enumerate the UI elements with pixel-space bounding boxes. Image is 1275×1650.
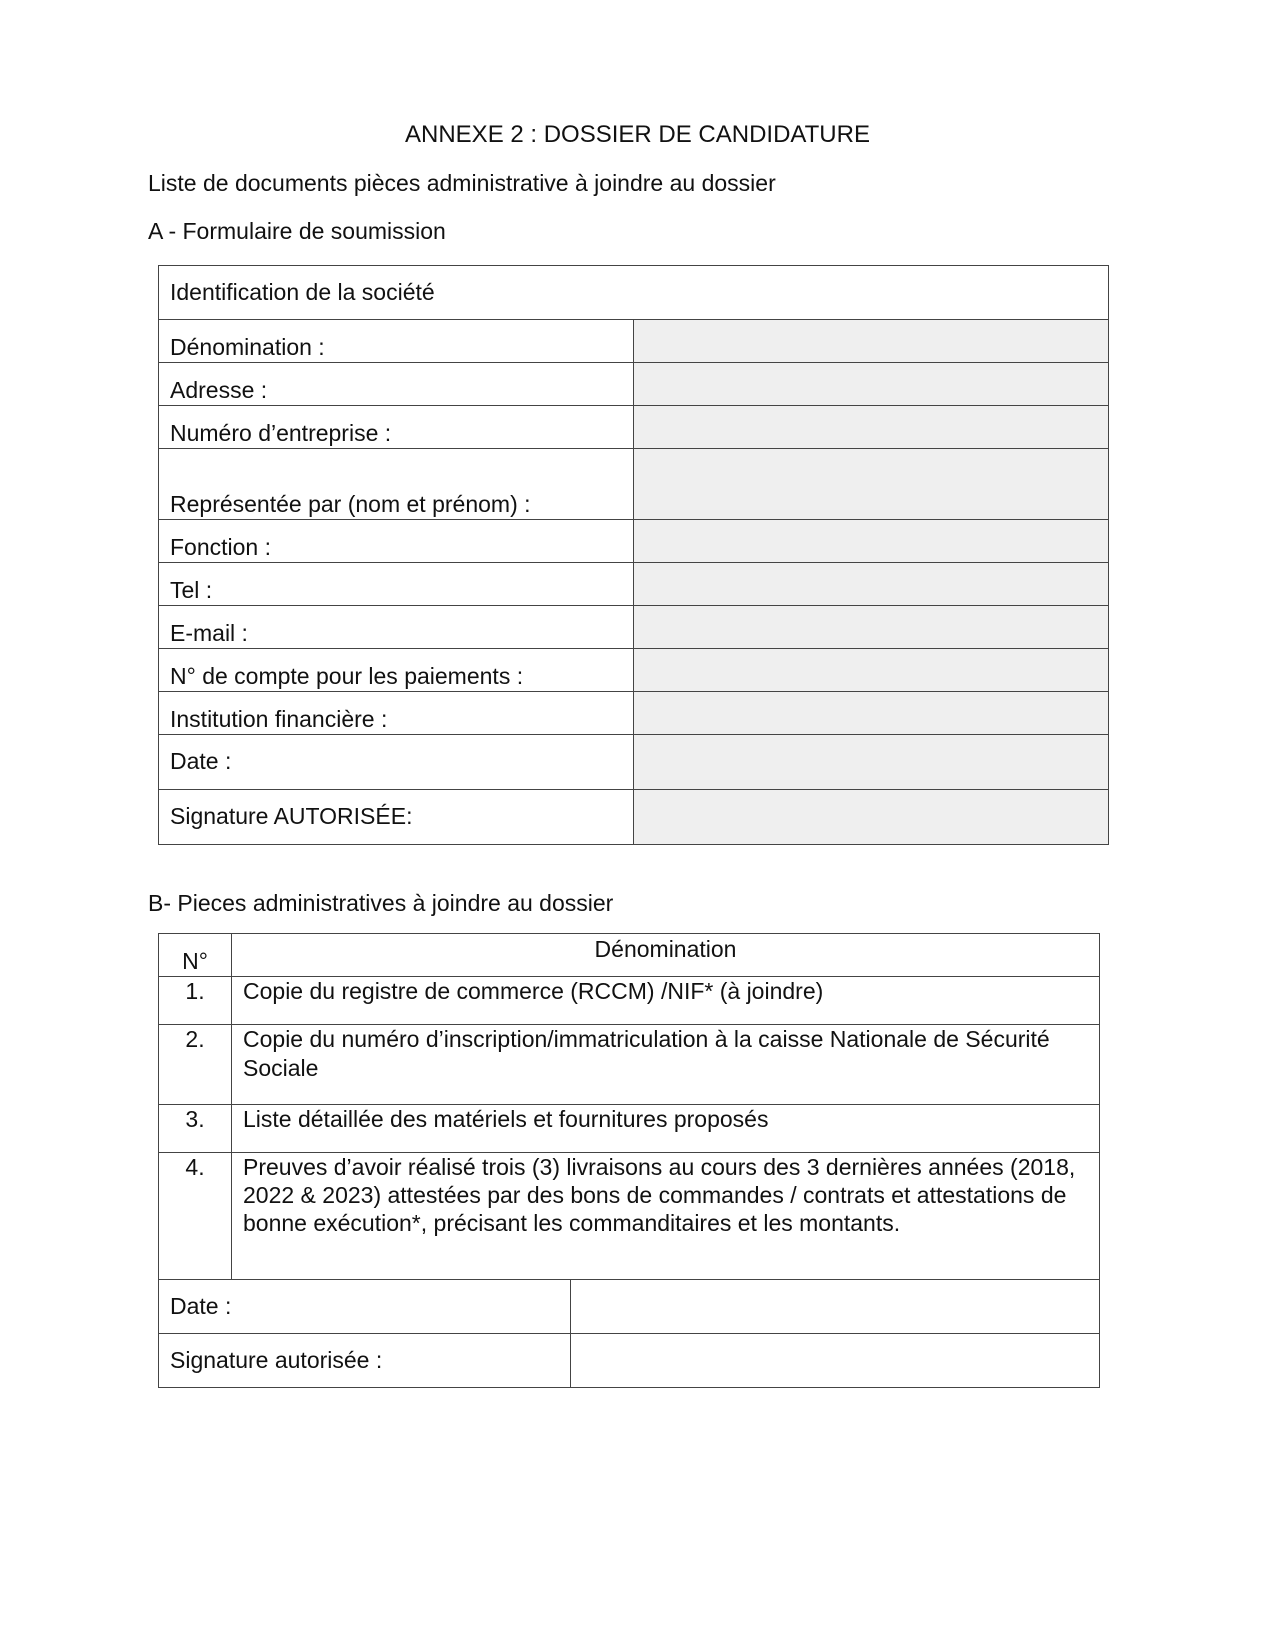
- signature-field[interactable]: [571, 1334, 1100, 1388]
- item-number: 2.: [159, 1025, 232, 1105]
- form-label-date: Date :: [159, 735, 634, 790]
- date-field[interactable]: [634, 735, 1109, 790]
- form-label-company-number: Numéro d’entreprise :: [159, 406, 634, 449]
- section-b-heading: B- Pieces administratives à joindre au dossier: [148, 890, 614, 916]
- intro-text: Liste de documents pièces administrative à joindre au dossier: [148, 170, 776, 196]
- submission-form-table: [158, 265, 1109, 845]
- form-label-email: E-mail :: [159, 606, 634, 649]
- form-label-represented-by: Représentée par (nom et prénom) :: [159, 449, 634, 520]
- denomination-field[interactable]: [634, 320, 1109, 363]
- item-number: 3.: [159, 1105, 232, 1153]
- item-number: 4.: [159, 1153, 232, 1280]
- form-label-account-number: N° de compte pour les paiements :: [159, 649, 634, 692]
- address-field[interactable]: [634, 363, 1109, 406]
- item-text: Copie du numéro d’inscription/immatriculation à la caisse Nationale de Sécurité Sociale: [232, 1025, 1100, 1105]
- column-header-number: N°: [159, 934, 232, 977]
- form-label-function: Fonction :: [159, 520, 634, 563]
- form-label-signature: Signature AUTORISÉE:: [159, 790, 634, 845]
- form-label-financial-institution: Institution financière :: [159, 692, 634, 735]
- function-field[interactable]: [634, 520, 1109, 563]
- date-label: Date :: [159, 1280, 571, 1334]
- column-header-denomination: Dénomination: [232, 934, 1100, 977]
- form-label-address: Adresse :: [159, 363, 634, 406]
- form-label-phone: Tel :: [159, 563, 634, 606]
- item-text: Liste détaillée des matériels et fournitures proposés: [232, 1105, 1100, 1153]
- phone-field[interactable]: [634, 563, 1109, 606]
- item-text: Copie du registre de commerce (RCCM) /NIF* (à joindre): [232, 977, 1100, 1025]
- administrative-documents-table: [158, 933, 1100, 1388]
- signature-field[interactable]: [634, 790, 1109, 845]
- company-identification-header: Identification de la société: [159, 266, 1109, 320]
- company-number-field[interactable]: [634, 406, 1109, 449]
- represented-by-field[interactable]: [634, 449, 1109, 520]
- form-label-denomination: Dénomination :: [159, 320, 634, 363]
- signature-label: Signature autorisée :: [159, 1334, 571, 1388]
- account-number-field[interactable]: [634, 649, 1109, 692]
- section-a-heading: A - Formulaire de soumission: [148, 218, 446, 244]
- item-text: Preuves d’avoir réalisé trois (3) livraisons au cours des 3 dernières années (2018, 2022 & 2023) attestées par des bons de commandes / contrats et attestations de bonne exécution*, précisant les commanditaires et les montants.: [232, 1153, 1100, 1280]
- item-number: 1.: [159, 977, 232, 1025]
- page-title: ANNEXE 2 : DOSSIER DE CANDIDATURE: [405, 121, 870, 148]
- email-field[interactable]: [634, 606, 1109, 649]
- financial-institution-field[interactable]: [634, 692, 1109, 735]
- date-field[interactable]: [571, 1280, 1100, 1334]
